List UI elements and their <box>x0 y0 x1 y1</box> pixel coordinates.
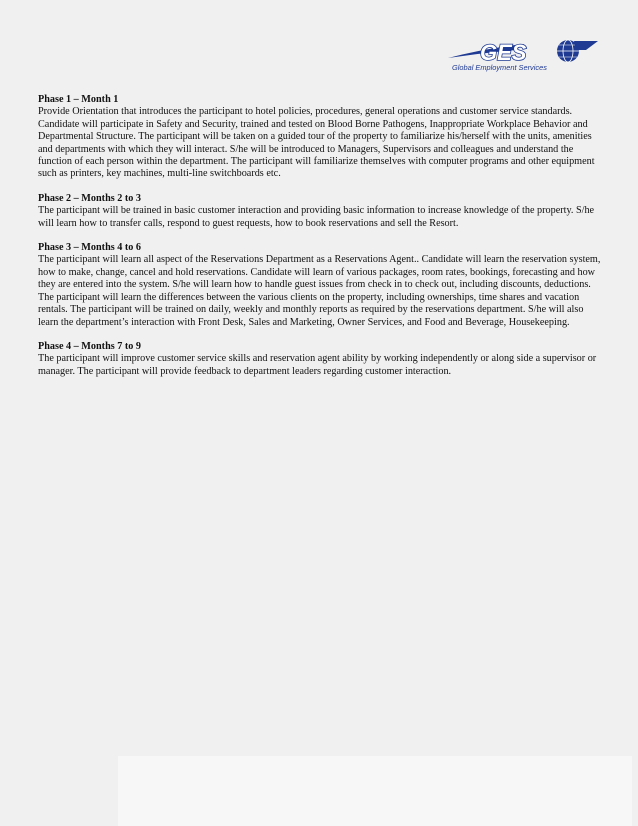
phase-title: Phase 1 – Month 1 <box>38 94 119 105</box>
footer-panel <box>118 756 632 826</box>
ges-logo-graphic <box>446 38 598 74</box>
phase-section-1 <box>38 94 602 181</box>
phase-title: Phase 2 – Months 2 to 3 <box>38 192 142 204</box>
document-body <box>38 94 602 390</box>
phase-title: Phase 3 – Months 4 to 6 <box>38 242 142 254</box>
company-logo <box>446 38 598 74</box>
phase-description: The participant will improve customer service skills and reservation agent ability by working independently or along side a supervisor or manager. The participant will provide feedback to department leaders regarding customer interaction. <box>38 353 597 377</box>
phase-section-3 <box>38 242 602 329</box>
logo-letters: GES <box>480 40 527 65</box>
phase-description: The participant will learn all aspect of the Reservations Department as a Reservations Agent.. Candidate will learn the reservation system, how to make, change, cancel and hold reservations. Candidate will learn of various packages, room rates, bookings, forecasting and how they are entered into the system. S/he will learn how to handle guest issues from check in to check out, including discounts, deductions. The participant will learn the differences between the various clients on the property, including ownerships, time shares and vacation rentals. The participant will be trained on daily, weekly and monthly reports as required by the reservations department. S/he will also learn the department’s interaction with Front Desk, Sales and Marketing, Owner Services, and Food and Beverage, Housekeeping. <box>38 254 601 328</box>
phase-title: Phase 4 – Months 7 to 9 <box>38 340 142 352</box>
phase-section-2 <box>38 193 602 230</box>
logo-wing <box>574 41 598 50</box>
phase-description: The participant will be trained in basic customer interaction and providing basic information to increase knowledge of the property. S/he will learn how to transfer calls, respond to guest requests, how to book reservations and sell the Resort. <box>38 205 595 229</box>
logo-tagline: Global Employment Services <box>452 63 547 72</box>
phase-section-4 <box>38 341 602 378</box>
phase-description: Provide Orientation that introduces the participant to hotel policies, procedures, general operations and customer service standards. Candidate will participate in Safety and Security, trained and tested on Blood Borne Pathogens, Inappropriate Workplace Behavior and Departmental Structure. The participant will be taken on a guided tour of the property to familiarize his/herself with the units, amenities and departments with which they will interact. S/he will be introduced to Managers, Supervisors and colleagues and understand the function of each person within the department. The participant will familiarize themselves with computer programs and other equipment such as printers, key machines, multi-line switchboards etc. <box>38 106 595 180</box>
